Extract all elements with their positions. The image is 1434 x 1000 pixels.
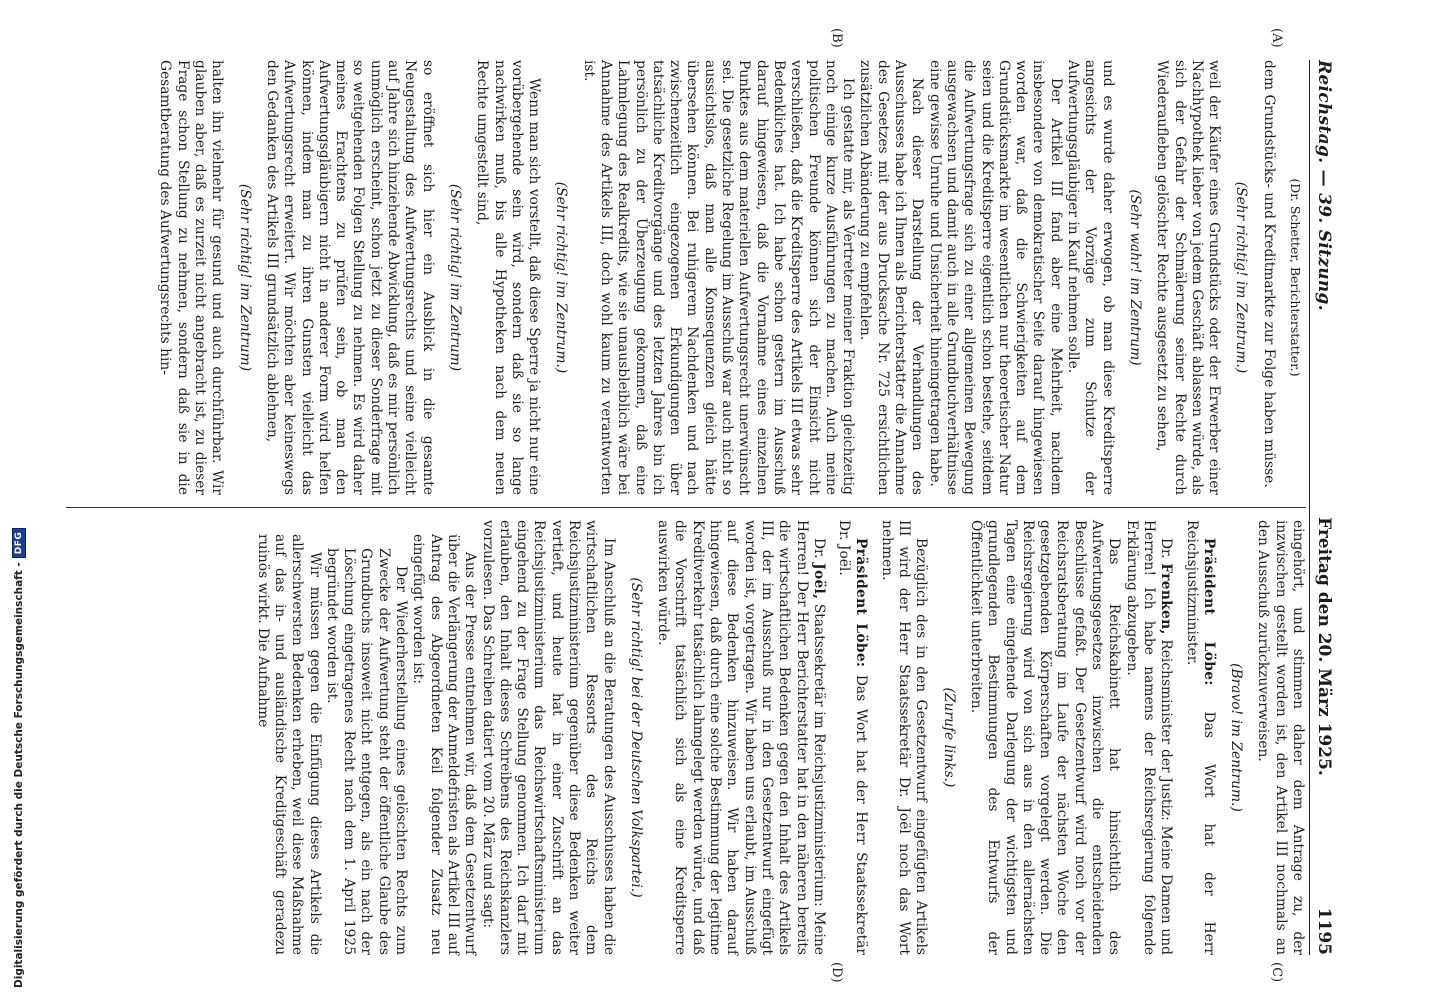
quoted-paragraph: Der Wiederherstellung eines gelöschten Rechts zum Zwecke der Aufwertung steht der öffentliche Glaube des Grundbuchs insoweit nicht entgegen, als ein nach der Löschung eingetragenes Recht nach dem 1. April 1925 begründet worden ist. (323, 548, 410, 955)
margin-mark-d: (D) (829, 962, 844, 983)
speech-text: Das Wort hat der Herr Staatssekretär Dr. Joël. (836, 520, 870, 955)
digitization-note-text: Digitalisierung gefördert durch die Deutsche Forschungsgemeinschaft - (13, 562, 25, 988)
left-column (40, 60, 1306, 495)
speaker-title: Dr. (1158, 538, 1175, 559)
speech-text: Reichsminister der Justiz: Meine Damen und Herren! Ich habe namens der Reichsregierung folgende Erklärung abzugeben. (1123, 520, 1175, 955)
speech-paragraph (835, 520, 870, 955)
paragraph: Bezüglich des in den Gesetzentwurf eingefügten Artikels III wird der Herr Staatssekretär Dr. Joël noch das Wort nehmen. (878, 520, 930, 955)
speech-paragraph (1122, 520, 1174, 955)
interjection: (Sehr richtig! im Zentrum.) (1233, 181, 1250, 374)
paragraph: so eröffnet sich hier ein Ausblick in die gesamte Neugestaltung des Aufwertungsrechts und seine vielleicht auf Jahre sich hinziehende Abwicklung, daß es mir persönlich unmöglich erscheint, schon jetzt zu dieser Sonderfrage mit so weitgehenden Folgen Stellung zu nehmen. Es wird daher meines Erachtens zu prüfen sein, ob man den Aufwertungsgläubigern nicht in anderer Form wird helfen können, indem man zu ihren Gunsten vielleicht das Aufwertungsrecht erweitert. Wir möchten aber keineswegs den Gedanken des Artikels III grundsätzlich ablehnen, (263, 60, 436, 495)
speech-text: Das Wort hat der Herr Reichsjustizminister. (1183, 520, 1217, 955)
speaker-name: Joël, (810, 563, 827, 600)
speaker-name: Präsident Löbe: (1200, 538, 1217, 686)
speech-text: Staatssekretär im Reichsjustizministerium: Meine Herren! Der Herr Berichterstatter hat in den näheren bereits die wirtschaftlichen Bedenken gegen den Inhalt des Artikels III, der im Ausschuß nur in den Gesetzentwurf eingefügt worden ist, vorgetragen. Wir haben uns erlaubt, im Ausschuß auf diese Bedenken hinzuweisen. Wir haben darauf hingewiesen, daß durch eine solche Bestimmung der legitime Kreditverkehr tatsächlich lahmgelegt werden würde, und daß die Vorschrift tatsächlich sich als eine Kreditsperre auswirken würde. (655, 520, 827, 955)
paragraph: Nach dieser Darstellung der Verhandlungen des Ausschusses habe ich Ihnen als Berichterstatter die Annahme des Gesetzes mit der aus Drucksache Nr. 725 ersichtlichen zusätzlichen Abänderung zu empfehlen. (857, 60, 926, 495)
speaker-title: Dr. (810, 538, 827, 559)
quoted-paragraph: Aus der Presse entnehmen wir, daß dem Gesetzentwurf über die Verlängerung der Anmeldefristen als Artikel III auf Antrag des Abgeordneten Keil folgender Zusatz neu eingefügt worden ist: (410, 534, 479, 955)
margin-mark-b: (B) (829, 28, 844, 48)
paragraph: Ich gestatte mir, als Vertreter meiner Fraktion gleichzeitig noch einige kurze Ausführungen zu machen. Auch meine politischen Freunde können sich der Einsicht nicht verschließen, daß die Kreditsperre des Artikels III etwas sehr Bedenkliches hat. Ich habe schon gestern im Ausschuß darauf hingewiesen, daß die Vornahme eines einzelnen Punktes aus dem materiellen Aufwertungsrecht unerwünscht sei. Die gesetzliche Regelung im Ausschuß war auch nicht so aussichtslos, daß man alle Konsequenzen gleich hätte übersehen können. Bei ruhigerem Nachdenken und nach zwischenzeitlich eingezogenen Erkundigungen über tatsächliche Kreditvorgänge und des letzten Jahres bin ich persönlich zu der Überzeugung gekommen, daß eine Lahmlegung des Realkredits, wie sie unausbleiblich wäre bei Annahme des Artikels III, doch wohl kaum zu verantworten ist. (580, 60, 857, 495)
quoted-paragraph: Wir müssen gegen die Einfügung dieses Artikels die allerschwersten Bedenken erheben, weil diese Maßnahme auf das in- und ausländische Kreditgeschäft geradezu ruinös wirkt. Die Aufnahme (254, 534, 323, 955)
paragraph: dem Grundstücks- und Kreditmarkte zur Folge haben müsse. (1260, 60, 1277, 488)
dfg-logo: DFG (12, 528, 26, 559)
interjection: (Sehr richtig! im Zentrum) (236, 183, 253, 372)
margin-mark-a: (A) (1269, 28, 1284, 48)
column-divider (66, 507, 1306, 508)
speech-paragraph (654, 520, 827, 955)
interjection: (Bravo! im Zentrum.) (1228, 663, 1245, 812)
speech-paragraph (1182, 520, 1217, 955)
header-session (1314, 60, 1334, 311)
paragraph: weil der Käufer eines Grundstücks oder der Erwerber einer Nachhypothek lieber von jedem Geschäft ablassen würde, als sich der Gefahr der Schmälerung seiner Rechte durch Wiederaufleben gelöschter Rechte ausgesetzt zu sehen, (1154, 60, 1223, 495)
paragraph: halten ihn vielmehr für gesund und auch durchführbar. Wir glauben aber, daß es zurzeit nicht angebracht ist, zu dieser Frage schon Stellung zu nehmen, sondern daß sie in die Gesamtberatung des Aufwertungsrechts hin- (157, 60, 226, 495)
interjection: (Sehr richtig! bei der Deutschen Volkspartei.) (627, 577, 644, 898)
header-session-text: Reichstag. — 39. Sitzung. (1314, 60, 1334, 311)
paragraph: und es wurde daher erwogen, ob man diese Kreditsperre angesichts der Vorzüge zum Schutze der Aufwertungsgläubiger in Kauf nehmen solle. (1065, 60, 1116, 495)
interjection: (Sehr richtig! im Zentrum.) (553, 181, 570, 374)
paragraph: eingehört, und stimmen daher dem Antrage zu, der inzwischen gestellt worden ist, den Artikel III nochmals an den Ausschuß zurückzuverweisen. (1255, 520, 1306, 955)
header-date-text: Freitag den 20. März 1925. (1314, 517, 1334, 776)
speaker-intro: (Dr. Schetter, Berichterstatter.) (1288, 178, 1303, 377)
speaker-name: Frenken, (1158, 563, 1175, 635)
interjection: (Zurufe links.) (940, 687, 957, 788)
page-header (1309, 60, 1344, 955)
speaker-name: Präsident Löbe: (853, 538, 870, 668)
paragraph: Der Artikel III fand aber eine Mehrheit, nachdem insbesondere von demokratischer Seite darauf hingewiesen worden war, daß die Schwierigkeiten auf dem Grundstücksmarkte im wesentlichen nur theoretischer Natur seien und die Kreditsperre eigentlich schon bestehe, seitdem die Aufwertungsfrage sich zu einer allgemeinen Bewegung ausgewachsen und damit auch in alle Grundbuchverhältnisse eine gewisse Unruhe und Unsicherheit hineingetragen habe. (926, 60, 1064, 495)
paragraph: Im Anschluß an die Beratungen des Ausschusses haben die wirtschaftlichen Ressorts des Reichs dem Reichsjustizministerium gegenüber diese Bedenken weiter vertieft, und heute hat in einer Zuschrift an das Reichsjustizministerium das Reichswirtschaftsministerium eingehend zu der Frage Stellung genommen. Ich darf mit erlauben, den Inhalt dieses Schreibens des Reichskanzlers vorzulesen. Das Schreiben datiert vom 20. März und sagt: (479, 520, 617, 955)
margin-mark-c: (C) (1269, 962, 1284, 983)
header-date (1314, 517, 1334, 955)
page-number: 1195 (1314, 907, 1334, 955)
interjection: (Sehr wahr! im Zentrum) (1126, 189, 1143, 366)
paragraph: Das Reichskabinett hat hinsichtlich des Aufwertungsgesetzes inzwischen die entscheidenden Beschlüsse gefaßt. Der Gesetzentwurf wird noch vor der Reichsratsberatung im Laufe der nächsten Woche den gesetzgebenden Körperschaften vorgelegt werden. Die Reichsregierung wird von sich aus in den allernächsten Tagen eine eingehende Darlegung der wichtigsten und grundlegenden Bestimmungen des Entwurfs der Öffentlichkeit unterbreiten. (967, 520, 1123, 955)
right-column (40, 520, 1306, 955)
interjection: (Sehr richtig! im Zentrum) (446, 183, 463, 372)
paragraph: Wenn man sich vorstellt, daß diese Sperre ja nicht nur eine vorübergehende sein wird, sondern daß sie so lange nachwirken muß, bis alle Hypotheken nach dem neuen Rechte umgestellt sind, (474, 60, 543, 495)
